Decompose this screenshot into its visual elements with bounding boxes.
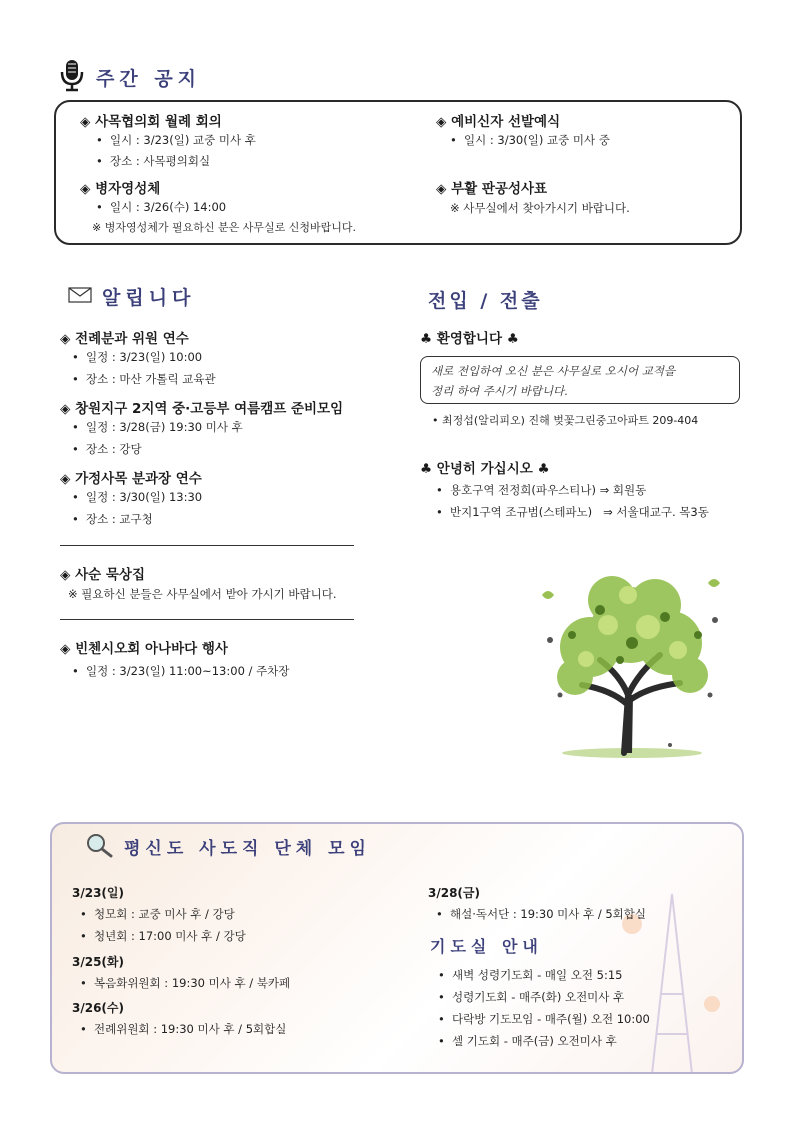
announcements-title: 알립니다 bbox=[102, 287, 196, 309]
group-line: • 해설·독서단 : 19:30 미사 후 / 5회합실 bbox=[436, 907, 646, 921]
notice-line: • 일시 : 3/26(수) 14:00 bbox=[96, 200, 227, 214]
farewell-heading: ♣ 안녕히 가십시오 ♣ bbox=[420, 461, 550, 477]
welcome-heading: ♣ 환영합니다 ♣ bbox=[420, 331, 519, 347]
announcement-line: • 일정 : 3/28(금) 19:30 미사 후 bbox=[72, 420, 243, 434]
notice-line: • 일시 : 3/30(일) 교중 미사 중 bbox=[450, 133, 610, 147]
notice-line: • 장소 : 사목평의회실 bbox=[96, 154, 211, 168]
announcement-line: • 일정 : 3/23(일) 10:00 bbox=[72, 350, 203, 364]
announcement-heading: ◈ 사순 묵상집 bbox=[60, 567, 145, 583]
announcement-line: • 장소 : 교구청 bbox=[72, 512, 153, 526]
announcement-heading: ◈ 빈첸시오회 아나바다 행사 bbox=[60, 641, 228, 657]
farewell-list-item: • 반지1구역 조규범(스테파노) ⇒ 서울대교구. 목3동 bbox=[436, 505, 709, 519]
prayer-line: • 새벽 성령기도회 - 매일 오전 5:15 bbox=[438, 968, 623, 982]
prayer-room-title: 기도실 안내 bbox=[430, 937, 543, 956]
magnifier-icon bbox=[84, 832, 114, 862]
announcement-line: • 일정 : 3/30(일) 13:30 bbox=[72, 490, 203, 504]
notice-note: ※ 병자영성체가 필요하신 분은 사무실로 신청바랍니다. bbox=[92, 221, 356, 234]
announcement-line: • 장소 : 강당 bbox=[72, 442, 142, 456]
welcome-list-item: • 최정섭(알리피오) 진해 벚꽃그린중고아파트 209-404 bbox=[432, 414, 699, 427]
announcement-heading: ◈ 가정사목 분과장 연수 bbox=[60, 471, 202, 487]
group-line: • 청모회 : 교중 미사 후 / 강당 bbox=[80, 907, 235, 921]
notice-heading: ◈ 병자영성체 bbox=[80, 181, 161, 197]
announcement-line: • 장소 : 마산 가톨릭 교육관 bbox=[72, 372, 216, 386]
notice-line: • 일시 : 3/23(일) 교중 미사 후 bbox=[96, 133, 256, 147]
divider bbox=[60, 545, 354, 546]
group-line: • 전례위원회 : 19:30 미사 후 / 5회합실 bbox=[80, 1022, 287, 1036]
notice-heading: ◈ 부활 판공성사표 bbox=[436, 181, 548, 197]
announcement-note: ※ 필요하신 분들은 사무실에서 받아 가시기 바랍니다. bbox=[68, 587, 337, 601]
groups-title: 평신도 사도직 단체 모임 bbox=[124, 839, 371, 859]
welcome-notice-line: 새로 전입하여 오신 분은 사무실로 오시어 교적을 bbox=[431, 364, 676, 378]
farewell-list-item: • 용호구역 전정희(파우스티나) ⇒ 회원동 bbox=[436, 483, 647, 497]
announcement-heading: ◈ 전례분과 위원 연수 bbox=[60, 331, 189, 347]
group-day: 3/28(금) bbox=[428, 886, 480, 900]
notice-heading: ◈ 예비신자 선발예식 bbox=[436, 114, 561, 130]
divider bbox=[60, 619, 354, 620]
microphone-icon bbox=[58, 58, 86, 96]
group-day: 3/25(화) bbox=[72, 955, 124, 969]
prayer-line: • 성령기도회 - 매주(화) 오전미사 후 bbox=[438, 990, 625, 1004]
prayer-line: • 다락방 기도모임 - 매주(월) 오전 10:00 bbox=[438, 1012, 650, 1026]
notice-heading: ◈ 사목협의회 월례 회의 bbox=[80, 114, 222, 130]
envelope-icon bbox=[68, 287, 92, 307]
group-line: • 청년회 : 17:00 미사 후 / 강당 bbox=[80, 929, 246, 943]
group-line: • 복음화위원회 : 19:30 미사 후 / 북카페 bbox=[80, 976, 291, 990]
weekly-notice-title: 주간 공지 bbox=[96, 68, 202, 90]
welcome-notice-line: 정리 하여 주시기 바랍니다. bbox=[431, 384, 568, 398]
group-day: 3/23(일) bbox=[72, 886, 124, 900]
prayer-line: • 셀 기도회 - 매주(금) 오전미사 후 bbox=[438, 1034, 617, 1048]
notice-note: ※ 사무실에서 찾아가시기 바랍니다. bbox=[450, 201, 630, 215]
welcome-notice-box bbox=[420, 356, 740, 404]
tree-illustration bbox=[520, 555, 740, 764]
group-day: 3/26(수) bbox=[72, 1001, 124, 1015]
announcement-heading: ◈ 창원지구 2지역 중·고등부 여름캠프 준비모임 bbox=[60, 401, 344, 417]
announcement-line: • 일정 : 3/23(일) 11:00~13:00 / 주차장 bbox=[72, 664, 290, 678]
transfer-title: 전입 / 전출 bbox=[428, 290, 543, 312]
